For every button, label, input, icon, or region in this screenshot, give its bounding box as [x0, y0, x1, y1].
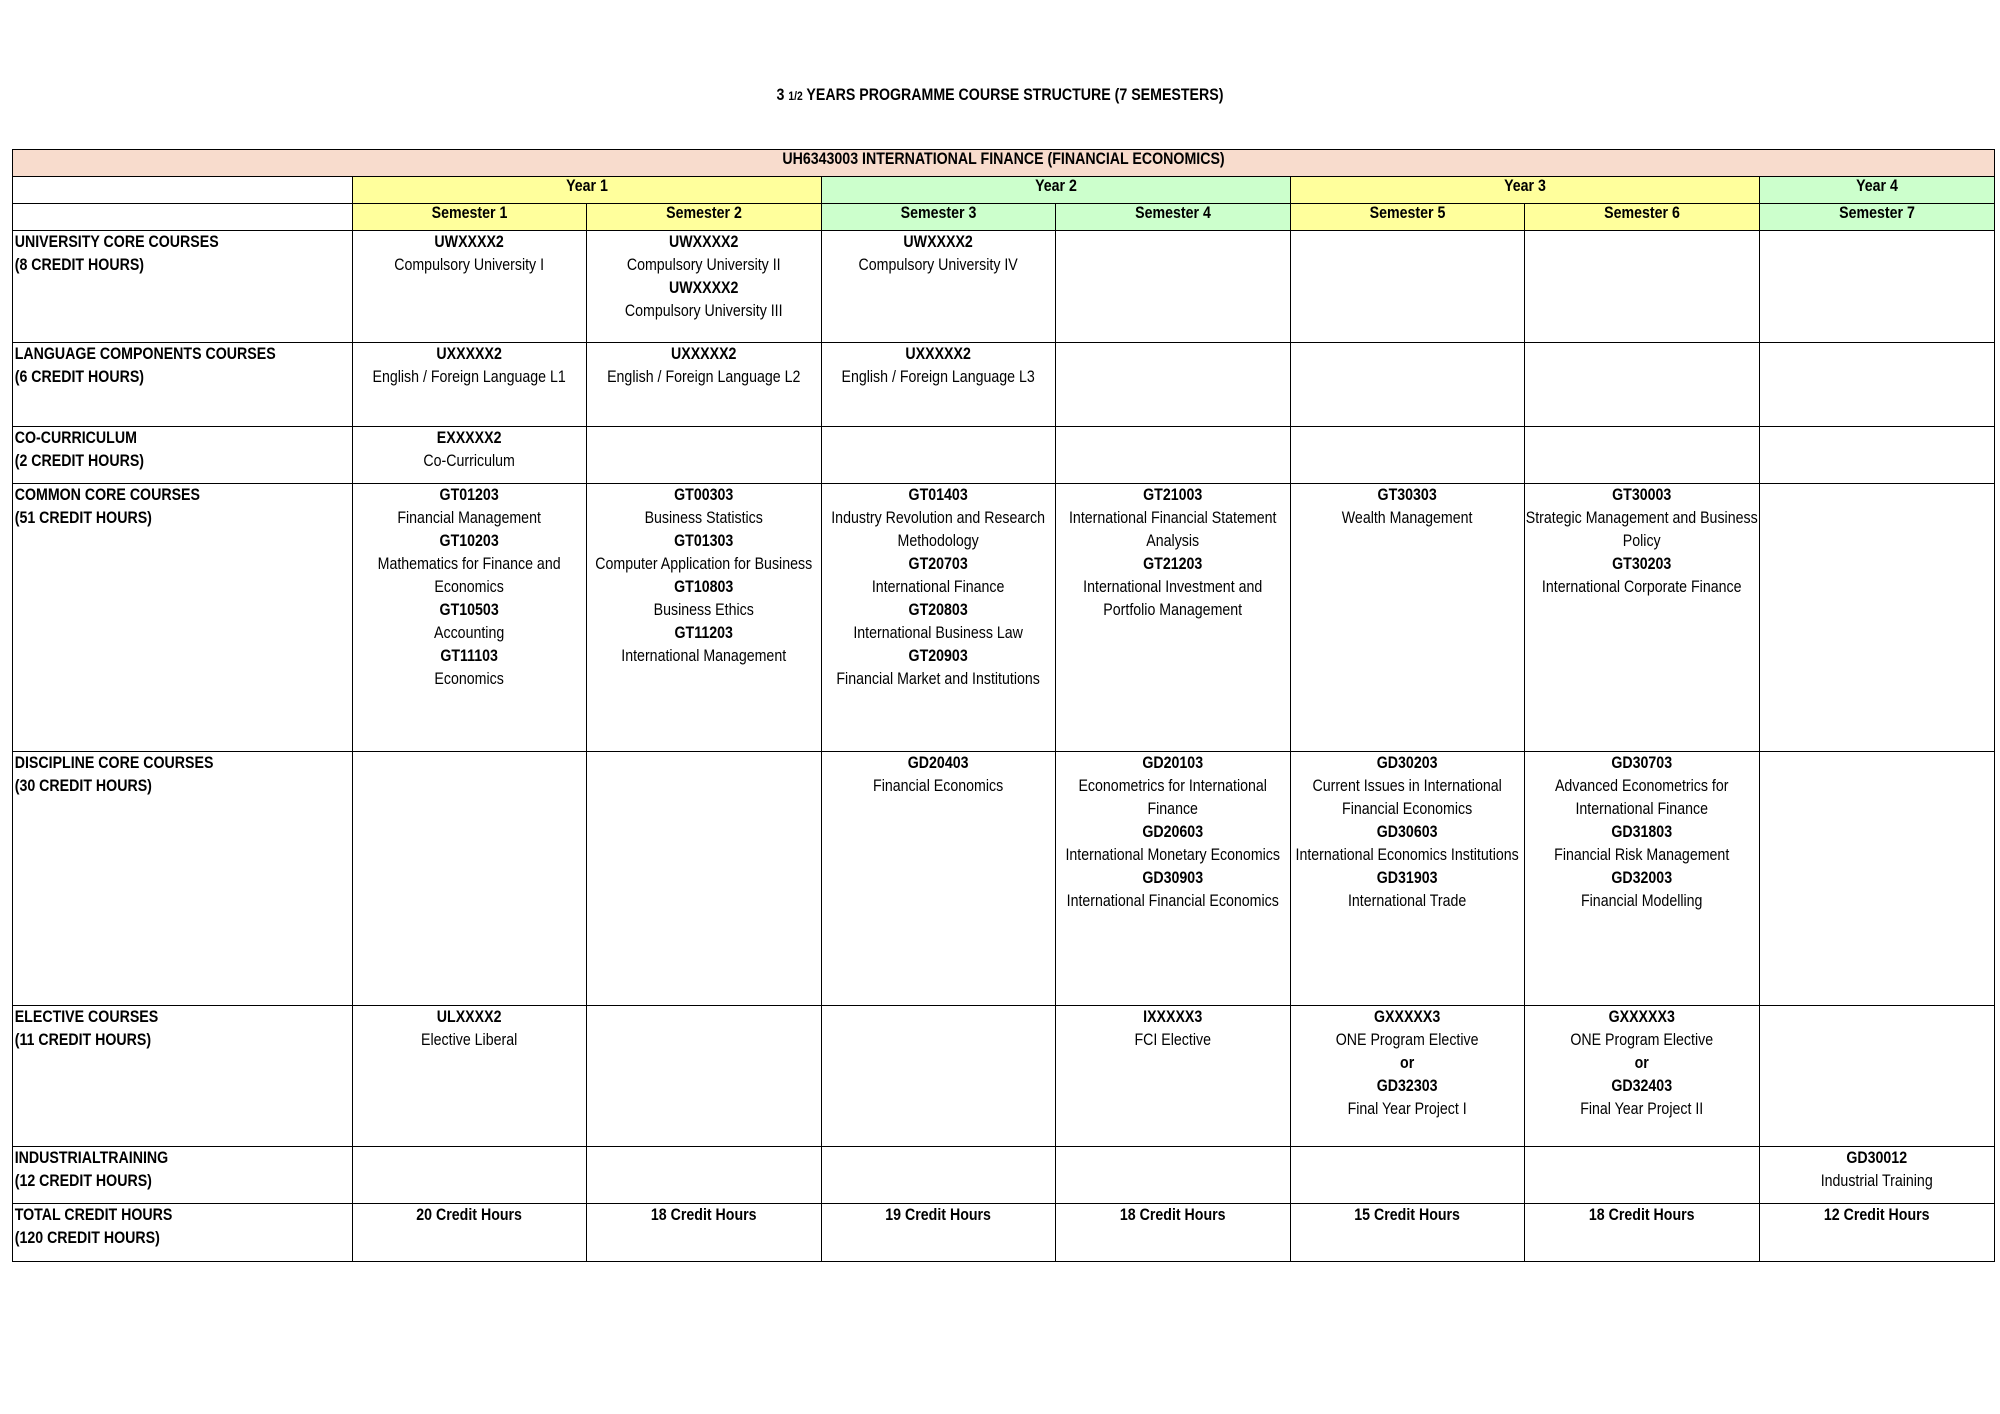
semester-3-cell — [822, 343, 1056, 427]
semester-6-cell — [1525, 484, 1760, 752]
semester-5-cell — [1291, 484, 1525, 752]
row-credit-hours: (6 CREDIT HOURS) — [14, 368, 145, 386]
course-code: GXXXXX3 — [1608, 1008, 1676, 1026]
course-code: GT20703 — [908, 555, 969, 573]
semester-1-cell — [353, 752, 587, 1006]
course-name: International Economics Institutions — [1295, 846, 1520, 864]
course-code: GD32403 — [1611, 1077, 1673, 1095]
course-code: UWXXXX2 — [434, 233, 505, 251]
row-label — [13, 484, 305, 530]
semester-1-cell — [353, 1006, 587, 1147]
course-code: GD20403 — [908, 754, 969, 772]
semester-5-label: Semester 5 — [1369, 204, 1446, 222]
semester-5-header — [1291, 204, 1525, 231]
course-name: Financial Market and Institutions — [836, 670, 1041, 688]
course-code: GT10203 — [439, 532, 500, 550]
course-list — [1056, 1204, 1289, 1227]
course-list — [1760, 1204, 1993, 1227]
semester-row — [13, 204, 1995, 231]
course-name: English / Foreign Language L1 — [372, 368, 567, 386]
course-name: Business Statistics — [644, 509, 764, 527]
course-code: GT01403 — [908, 486, 969, 504]
semester-4-cell — [1056, 752, 1291, 1006]
course-code: GD20603 — [1142, 823, 1204, 841]
course-name: Co-Curriculum — [423, 452, 516, 470]
row-category: ELECTIVE COURSES — [14, 1008, 159, 1026]
row-credit-hours: (2 CREDIT HOURS) — [14, 452, 145, 470]
course-list — [1056, 1006, 1289, 1052]
course-list — [353, 231, 585, 277]
title-prefix: 3 — [776, 86, 789, 104]
programme-row — [13, 150, 1995, 177]
semester-6-cell — [1525, 343, 1760, 427]
course-code: GD20103 — [1142, 754, 1204, 772]
semester-1-cell — [353, 484, 587, 752]
course-name: Econometrics for International Finance — [1078, 777, 1268, 818]
year-3-label: Year 3 — [1504, 177, 1546, 195]
course-list — [353, 1006, 585, 1052]
course-code: UXXXXX2 — [671, 345, 737, 363]
semester-3-cell — [822, 231, 1056, 343]
course-list — [353, 427, 585, 473]
course-list — [1525, 1204, 1758, 1227]
course-list — [353, 343, 585, 389]
course-code: UWXXXX2 — [669, 279, 739, 297]
semester-3-cell — [822, 752, 1056, 1006]
course-name: Industrial Training — [1820, 1172, 1934, 1190]
course-code: GXXXXX3 — [1374, 1008, 1441, 1026]
semester-1-header — [353, 204, 587, 231]
course-name: International Corporate Finance — [1542, 578, 1742, 596]
row-label-cell — [13, 427, 353, 484]
course-code: IXXXXX3 — [1143, 1008, 1203, 1026]
course-code: GD32003 — [1611, 869, 1673, 887]
course-code: GD31903 — [1377, 869, 1438, 887]
course-code: GD30203 — [1377, 754, 1438, 772]
document-title — [140, 86, 1860, 105]
semester-4-cell — [1056, 343, 1291, 427]
course-name: Business Ethics — [653, 601, 755, 619]
course-row — [13, 1147, 1995, 1204]
row-label — [13, 231, 305, 277]
semester-7-cell — [1760, 343, 1995, 427]
semester-1-cell — [353, 1147, 587, 1204]
course-code: GD30703 — [1611, 754, 1673, 772]
course-list — [1760, 1147, 1993, 1193]
year-row — [13, 177, 1995, 204]
semester-5-cell — [1291, 343, 1525, 427]
semester-6-cell — [1525, 231, 1760, 343]
semester-3-header — [822, 204, 1056, 231]
credit-total: 12 Credit Hours — [1824, 1206, 1930, 1224]
course-code: GD30903 — [1142, 869, 1204, 887]
semester-7-cell — [1760, 1147, 1995, 1204]
row-credit-hours: (12 CREDIT HOURS) — [14, 1172, 152, 1190]
course-name: Compulsory University II — [627, 256, 781, 274]
row-credit-hours: (30 CREDIT HOURS) — [14, 777, 152, 795]
semester-1-label: Semester 1 — [431, 204, 508, 222]
row-label-cell — [13, 1204, 353, 1262]
title-suffix: YEARS PROGRAMME COURSE STRUCTURE (7 SEMESTERS) — [802, 86, 1224, 104]
semester-7-header — [1760, 204, 1995, 231]
row-label — [13, 343, 305, 389]
course-list — [822, 484, 1054, 691]
semester-1-cell — [353, 343, 587, 427]
row-category: INDUSTRIALTRAINING — [14, 1149, 169, 1167]
course-code: GT01303 — [674, 532, 734, 550]
course-name: Accounting — [434, 624, 505, 642]
row-credit-hours: (120 CREDIT HOURS) — [14, 1229, 160, 1247]
course-name: ONE Program Elective — [1570, 1031, 1714, 1049]
semester-2-header — [587, 204, 822, 231]
course-row — [13, 484, 1995, 752]
programme-title: UH6343003 INTERNATIONAL FINANCE (FINANCIAL ECONOMICS) — [782, 150, 1225, 168]
course-row — [13, 427, 1995, 484]
semester-2-cell — [587, 427, 822, 484]
course-list — [353, 1204, 585, 1227]
row-label-cell — [13, 752, 353, 1006]
course-list — [1525, 484, 1758, 599]
course-code: GT21003 — [1143, 486, 1203, 504]
semester-2-label: Semester 2 — [666, 204, 742, 222]
course-row — [13, 1204, 1995, 1262]
course-list — [1056, 752, 1289, 913]
row-label-cell — [13, 1006, 353, 1147]
course-name: Financial Modelling — [1581, 892, 1703, 910]
course-name: Strategic Management and Business Policy — [1526, 509, 1758, 550]
year-corner — [13, 177, 353, 204]
course-list — [822, 343, 1054, 389]
course-name: International Financial Economics — [1066, 892, 1280, 910]
course-list — [353, 484, 585, 691]
semester-7-cell — [1760, 231, 1995, 343]
row-label — [13, 1147, 305, 1193]
semester-5-cell — [1291, 427, 1525, 484]
semester-2-cell — [587, 343, 822, 427]
course-list — [587, 484, 820, 668]
course-name: Current Issues in International Financial Economics — [1312, 777, 1503, 818]
course-structure-table — [12, 149, 1995, 1262]
semester-7-cell — [1760, 752, 1995, 1006]
course-name: International Business Law — [853, 624, 1024, 642]
or-separator: or — [1634, 1054, 1650, 1072]
course-code: GT11203 — [674, 624, 734, 642]
course-name: Financial Economics — [873, 777, 1004, 795]
course-list — [587, 1204, 820, 1227]
semester-3-label: Semester 3 — [900, 204, 977, 222]
credit-total: 20 Credit Hours — [416, 1206, 523, 1224]
semester-6-cell — [1525, 1204, 1760, 1262]
semester-6-cell — [1525, 427, 1760, 484]
semester-3-cell — [822, 427, 1056, 484]
course-name: Economics — [434, 670, 505, 688]
semester-3-cell — [822, 1006, 1056, 1147]
row-label-cell — [13, 231, 353, 343]
semester-7-cell — [1760, 427, 1995, 484]
course-name: International Management — [621, 647, 787, 665]
semester-3-cell — [822, 1147, 1056, 1204]
semester-5-cell — [1291, 1147, 1525, 1204]
course-name: Wealth Management — [1342, 509, 1473, 527]
course-name: International Finance — [872, 578, 1005, 596]
credit-total: 18 Credit Hours — [1120, 1206, 1226, 1224]
course-code: GT30203 — [1612, 555, 1672, 573]
year-4-header — [1760, 177, 1995, 204]
programme-header — [13, 150, 1995, 177]
course-name: English / Foreign Language L3 — [841, 368, 1036, 386]
semester-1-cell — [353, 427, 587, 484]
row-label — [13, 1204, 305, 1250]
semester-3-cell — [822, 1204, 1056, 1262]
semester-5-cell — [1291, 231, 1525, 343]
semester-3-cell — [822, 484, 1056, 752]
course-name: Industry Revolution and Research Methodology — [831, 509, 1046, 550]
course-name: International Trade — [1348, 892, 1467, 910]
course-name: Mathematics for Finance and Economics — [378, 555, 561, 596]
course-name: Compulsory University III — [625, 302, 783, 320]
course-code: GD31803 — [1611, 823, 1673, 841]
course-code: GT20903 — [908, 647, 969, 665]
course-code: GT10503 — [439, 601, 500, 619]
title-fraction: 1/2 — [788, 89, 803, 103]
row-label — [13, 427, 305, 473]
row-category: UNIVERSITY CORE COURSES — [14, 233, 219, 251]
semester-1-cell — [353, 1204, 587, 1262]
course-name: International Monetary Economics — [1065, 846, 1281, 864]
semester-7-cell — [1760, 1006, 1995, 1147]
course-list — [822, 231, 1054, 277]
semester-6-cell — [1525, 1006, 1760, 1147]
course-code: UXXXXX2 — [905, 345, 972, 363]
course-list — [1291, 484, 1523, 530]
course-name: Advanced Econometrics for International Finance — [1555, 777, 1729, 818]
course-list — [1291, 752, 1523, 913]
course-row — [13, 752, 1995, 1006]
credit-total: 15 Credit Hours — [1354, 1206, 1461, 1224]
semester-7-cell — [1760, 484, 1995, 752]
semester-corner — [13, 204, 353, 231]
course-code: GT00303 — [674, 486, 734, 504]
row-label-cell — [13, 1147, 353, 1204]
semester-2-cell — [587, 752, 822, 1006]
course-name: Compulsory University I — [394, 256, 545, 274]
course-code: UWXXXX2 — [903, 233, 974, 251]
semester-4-cell — [1056, 1204, 1291, 1262]
course-code: GD30012 — [1846, 1149, 1908, 1167]
row-credit-hours: (11 CREDIT HOURS) — [14, 1031, 152, 1049]
course-code: GT30003 — [1612, 486, 1672, 504]
row-category: TOTAL CREDIT HOURS — [14, 1206, 173, 1224]
course-name: International Investment and Portfolio Management — [1083, 578, 1263, 619]
course-name: Final Year Project II — [1580, 1100, 1704, 1118]
semester-2-cell — [587, 1204, 822, 1262]
row-category: LANGUAGE COMPONENTS COURSES — [14, 345, 276, 363]
semester-4-cell — [1056, 427, 1291, 484]
course-name: English / Foreign Language L2 — [607, 368, 801, 386]
course-list — [1291, 1204, 1523, 1227]
course-row — [13, 343, 1995, 427]
semester-7-label: Semester 7 — [1839, 204, 1915, 222]
course-name: Financial Management — [397, 509, 542, 527]
course-code: EXXXXX2 — [437, 429, 502, 447]
course-list — [587, 231, 820, 323]
course-list — [1056, 484, 1289, 622]
course-name: Computer Application for Business — [595, 555, 813, 573]
semester-4-header — [1056, 204, 1291, 231]
course-code: GT01203 — [439, 486, 500, 504]
course-code: GT30303 — [1377, 486, 1438, 504]
row-label — [13, 752, 305, 798]
semester-4-cell — [1056, 1006, 1291, 1147]
semester-4-cell — [1056, 484, 1291, 752]
semester-1-cell — [353, 231, 587, 343]
row-category: DISCIPLINE CORE COURSES — [14, 754, 214, 772]
row-label-cell — [13, 484, 353, 752]
course-code: GD30603 — [1377, 823, 1438, 841]
row-category: CO-CURRICULUM — [14, 429, 137, 447]
course-row — [13, 1006, 1995, 1147]
course-list — [822, 1204, 1054, 1227]
course-code: UWXXXX2 — [669, 233, 739, 251]
credit-total: 18 Credit Hours — [651, 1206, 757, 1224]
or-separator: or — [1400, 1054, 1415, 1072]
semester-5-cell — [1291, 1204, 1525, 1262]
semester-5-cell — [1291, 752, 1525, 1006]
year-1-label: Year 1 — [566, 177, 608, 195]
row-label — [13, 1006, 305, 1052]
year-2-label: Year 2 — [1035, 177, 1077, 195]
year-2-header — [822, 177, 1291, 204]
course-name: ONE Program Elective — [1336, 1031, 1479, 1049]
semester-6-cell — [1525, 752, 1760, 1006]
course-code: ULXXXX2 — [437, 1008, 502, 1026]
row-credit-hours: (8 CREDIT HOURS) — [14, 256, 145, 274]
credit-total: 19 Credit Hours — [885, 1206, 992, 1224]
course-list — [1291, 1006, 1523, 1121]
row-category: COMMON CORE COURSES — [14, 486, 200, 504]
year-1-header — [353, 177, 822, 204]
course-code: GD32303 — [1377, 1077, 1438, 1095]
year-4-label: Year 4 — [1856, 177, 1898, 195]
semester-2-cell — [587, 1147, 822, 1204]
course-name: International Financial Statement Analysis — [1069, 509, 1277, 550]
semester-4-label: Semester 4 — [1135, 204, 1211, 222]
semester-7-cell — [1760, 1204, 1995, 1262]
course-code: GT10803 — [674, 578, 734, 596]
course-list — [822, 752, 1054, 798]
course-code: GT11103 — [440, 647, 499, 665]
semester-2-cell — [587, 231, 822, 343]
semester-4-cell — [1056, 1147, 1291, 1204]
course-list — [587, 343, 820, 389]
credit-total: 18 Credit Hours — [1589, 1206, 1695, 1224]
semester-6-header — [1525, 204, 1760, 231]
row-credit-hours: (51 CREDIT HOURS) — [14, 509, 152, 527]
course-list — [1525, 1006, 1758, 1121]
semester-6-label: Semester 6 — [1604, 204, 1680, 222]
course-name: Compulsory University IV — [858, 256, 1019, 274]
course-code: UXXXXX2 — [436, 345, 503, 363]
course-row — [13, 231, 1995, 343]
semester-4-cell — [1056, 231, 1291, 343]
course-name: Final Year Project I — [1347, 1100, 1468, 1118]
semester-2-cell — [587, 484, 822, 752]
course-name: Elective Liberal — [421, 1031, 518, 1049]
year-3-header — [1291, 177, 1760, 204]
course-name: FCI Elective — [1134, 1031, 1212, 1049]
semester-5-cell — [1291, 1006, 1525, 1147]
row-label-cell — [13, 343, 353, 427]
semester-2-cell — [587, 1006, 822, 1147]
course-list — [1525, 752, 1758, 913]
semester-6-cell — [1525, 1147, 1760, 1204]
course-code: GT21203 — [1143, 555, 1203, 573]
course-name: Financial Risk Management — [1554, 846, 1730, 864]
course-code: GT20803 — [908, 601, 969, 619]
